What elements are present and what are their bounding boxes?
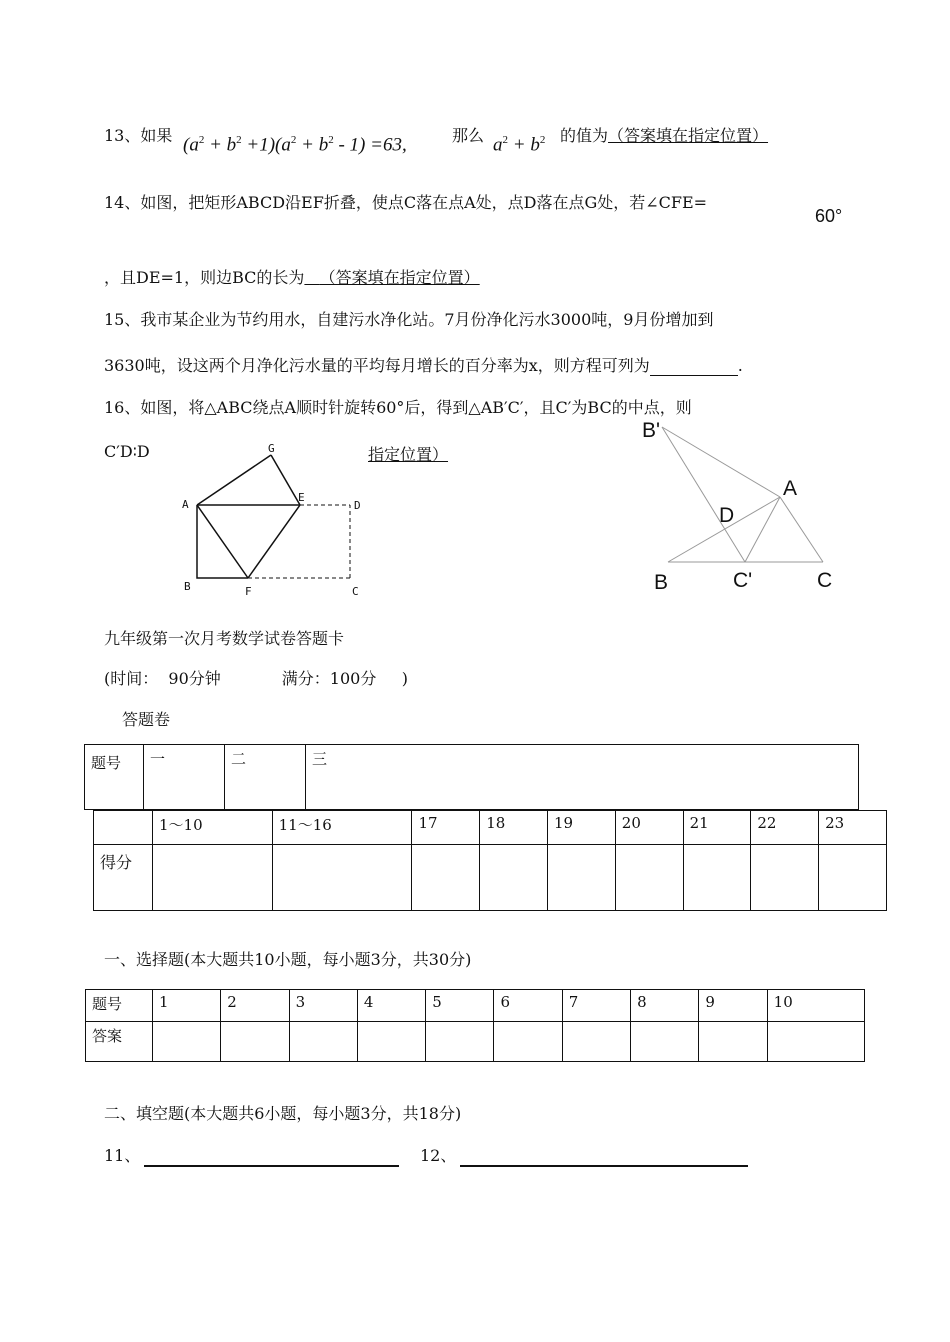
score-col-23: 23	[819, 811, 887, 845]
answer-cell[interactable]	[767, 1022, 864, 1062]
fold-rectangle-figure	[170, 440, 370, 600]
fig1-label-d: D	[354, 499, 361, 512]
q13-answer-hint: （答案填在指定位置）	[608, 126, 769, 145]
answer-cell[interactable]	[357, 1022, 425, 1062]
fig2-label-d: D	[719, 504, 735, 527]
answer-cell[interactable]	[153, 1022, 221, 1062]
card-title: 九年级第一次月考数学试卷答题卡	[104, 629, 345, 648]
score-table	[93, 810, 887, 911]
section1-title: 一、选择题(本大题共10小题，每小题3分，共30分)	[104, 950, 472, 969]
rotation-triangle-figure	[640, 415, 860, 600]
choice-row-label: 题号	[86, 990, 153, 1022]
choice-answer-table	[85, 989, 865, 1062]
answer-sheet-label: 答题卷	[122, 710, 171, 729]
fig2-label-c: C	[817, 569, 833, 592]
score-col-17: 17	[412, 811, 480, 845]
choice-number: 4	[357, 990, 425, 1022]
fig1-label-e: E	[298, 491, 305, 504]
q16-answer-hint: 指定位置）	[368, 445, 449, 464]
score-header-section1: 一	[144, 745, 225, 810]
q14-answer-hint: （答案填在指定位置）	[319, 268, 480, 287]
q13-then: 那么	[452, 126, 485, 145]
score-col-18: 18	[480, 811, 548, 845]
score-cell[interactable]	[412, 845, 480, 911]
fig2-label-a: A	[783, 477, 798, 500]
q13-expression: $a^2 + b^2$	[493, 134, 546, 156]
answer-cell[interactable]	[426, 1022, 494, 1062]
q13-prefix: 13、如果	[104, 126, 173, 145]
q14-angle: 60°	[815, 206, 843, 226]
answer-cell[interactable]	[494, 1022, 562, 1062]
answer-cell[interactable]	[221, 1022, 289, 1062]
choice-number: 3	[289, 990, 357, 1022]
choice-number: 1	[153, 990, 221, 1022]
score-header-section2: 二	[225, 745, 306, 810]
choice-number: 8	[631, 990, 699, 1022]
fig2-label-c-prime: C'	[733, 569, 753, 592]
fill-item-12: 12、	[420, 1143, 748, 1167]
fig1-label-g: G	[268, 442, 275, 455]
q15-line1: 15、我市某企业为节约用水，自建污水净化站。7月份净化污水3000吨，9月份增加到	[104, 310, 714, 329]
score-col-11-16: 11～16	[272, 811, 412, 845]
answer-row-label: 答案	[86, 1022, 153, 1062]
score-cell[interactable]	[751, 845, 819, 911]
score-col-1-10: 1～10	[153, 811, 273, 845]
fill-blank-11[interactable]	[144, 1146, 399, 1167]
q14-line2: ，且DE=1，则边BC的长为 （答案填在指定位置）	[104, 268, 480, 287]
fill-blank-12[interactable]	[460, 1146, 748, 1167]
q13-suffix: 的值为（答案填在指定位置）	[560, 126, 769, 145]
q15-blank[interactable]	[650, 356, 738, 376]
fig1-label-a: A	[182, 498, 189, 511]
fill-item-11: 11、	[104, 1143, 399, 1167]
score-label: 得分	[94, 845, 153, 911]
answer-cell[interactable]	[631, 1022, 699, 1062]
score-cell[interactable]	[615, 845, 683, 911]
section2-title: 二、填空题(本大题共6小题，每小题3分，共18分)	[104, 1104, 462, 1123]
score-cell[interactable]	[153, 845, 273, 911]
fig1-label-c: C	[352, 585, 359, 598]
choice-number: 6	[494, 990, 562, 1022]
score-cell[interactable]	[272, 845, 412, 911]
q16-line2: C′D∶D	[104, 442, 150, 461]
score-header-section3: 三	[306, 745, 859, 810]
score-table-header	[84, 744, 859, 810]
fig1-label-b: B	[184, 580, 191, 593]
fig2-label-b-prime: B'	[642, 419, 661, 442]
score-cell[interactable]	[819, 845, 887, 911]
answer-cell[interactable]	[562, 1022, 630, 1062]
card-time-line: (时间： 90分钟 满分：100分 )	[104, 669, 409, 688]
q13-equation: $(a^2 + b^2 +1)(a^2 + b^2 - 1) =63$,	[183, 134, 407, 156]
answer-cell[interactable]	[699, 1022, 767, 1062]
score-col-19: 19	[548, 811, 616, 845]
fig2-label-b: B	[654, 571, 669, 594]
score-cell[interactable]	[480, 845, 548, 911]
q14-line1: 14、如图，把矩形ABCD沿EF折叠，使点C落在点A处，点D落在点G处，若∠CFE=	[104, 193, 708, 212]
choice-number: 10	[767, 990, 864, 1022]
score-cell[interactable]	[548, 845, 616, 911]
answer-cell[interactable]	[289, 1022, 357, 1062]
score-cell[interactable]	[683, 845, 751, 911]
score-col-22: 22	[751, 811, 819, 845]
fig1-label-f: F	[245, 585, 252, 598]
score-col-21: 21	[683, 811, 751, 845]
choice-number: 2	[221, 990, 289, 1022]
choice-number: 7	[562, 990, 630, 1022]
score-header-number: 题号	[85, 745, 144, 810]
choice-number: 9	[699, 990, 767, 1022]
q15-line2: 3630吨，设这两个月净化污水量的平均每月增长的百分率为x，则方程可列为 .	[104, 356, 743, 375]
score-col-20: 20	[615, 811, 683, 845]
q16-line1: 16、如图，将△ABC绕点A顺时针旋转60°后，得到△AB′C′，且C′为BC的中点，则	[104, 398, 692, 417]
choice-number: 5	[426, 990, 494, 1022]
